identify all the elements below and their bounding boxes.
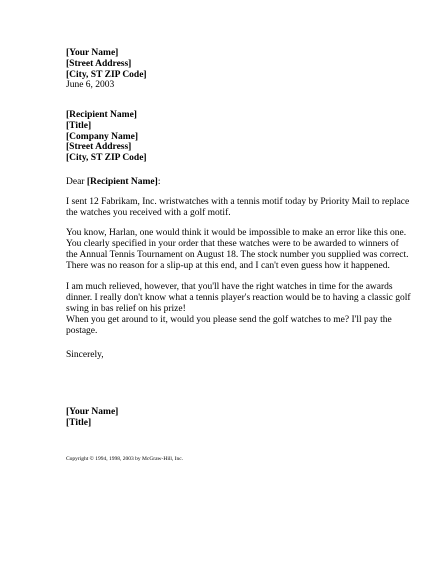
salutation-name: [Recipient Name]	[86, 177, 158, 187]
signature-block	[66, 407, 406, 429]
salutation-prefix: Dear	[66, 177, 87, 187]
salutation-suffix: :	[157, 177, 161, 187]
recipient-city: [City, ST ZIP Code]	[66, 153, 147, 164]
body-paragraph-3: I am much relieved, however, that you'll have the right watches in time for the awards dinner. I really don't know what a tennis player's reaction would be to having a classic golf swing in bas relief on his prize!	[66, 282, 411, 314]
sender-name: [Your Name]	[66, 48, 119, 58]
sender-address	[66, 48, 406, 91]
body-paragraph-2: You know, Harlan, one would think it would be impossible to make an error like this one. You clearly specified in your order that these watches were to be awarded to winners of the Annual Tennis Tournament on August 18. The stock number you supplied was correct. There was no reason for a slip-up at this end, and I can't even guess how it happened.	[66, 228, 409, 271]
body-paragraph-4: When you get around to it, would you please send the golf watches to me? I'll pay the postage.	[66, 315, 392, 336]
copyright-notice: Copyright © 1994, 1998, 2003 by McGraw-Hill, Inc.	[66, 456, 184, 462]
recipient-street: [Street Address]	[66, 142, 132, 153]
salutation	[66, 177, 406, 188]
body-paragraph-1: I sent 12 Fabrikam, Inc. wristwatches with a tennis motif today by Priority Mail to replace the watches you received with a golf motif.	[66, 197, 410, 218]
recipient-title: [Title]	[66, 120, 92, 131]
recipient-name: [Recipient Name]	[66, 110, 137, 120]
recipient-company: [Company Name]	[66, 131, 139, 142]
closing	[66, 350, 406, 361]
closing-text: Sincerely,	[66, 350, 104, 360]
signature-name: [Your Name]	[66, 407, 119, 417]
sender-street: [Street Address]	[66, 58, 132, 69]
letter-date: June 6, 2003	[66, 80, 115, 91]
signature-title: [Title]	[66, 417, 92, 428]
sender-city: [City, ST ZIP Code]	[66, 69, 147, 80]
recipient-address	[66, 110, 406, 164]
